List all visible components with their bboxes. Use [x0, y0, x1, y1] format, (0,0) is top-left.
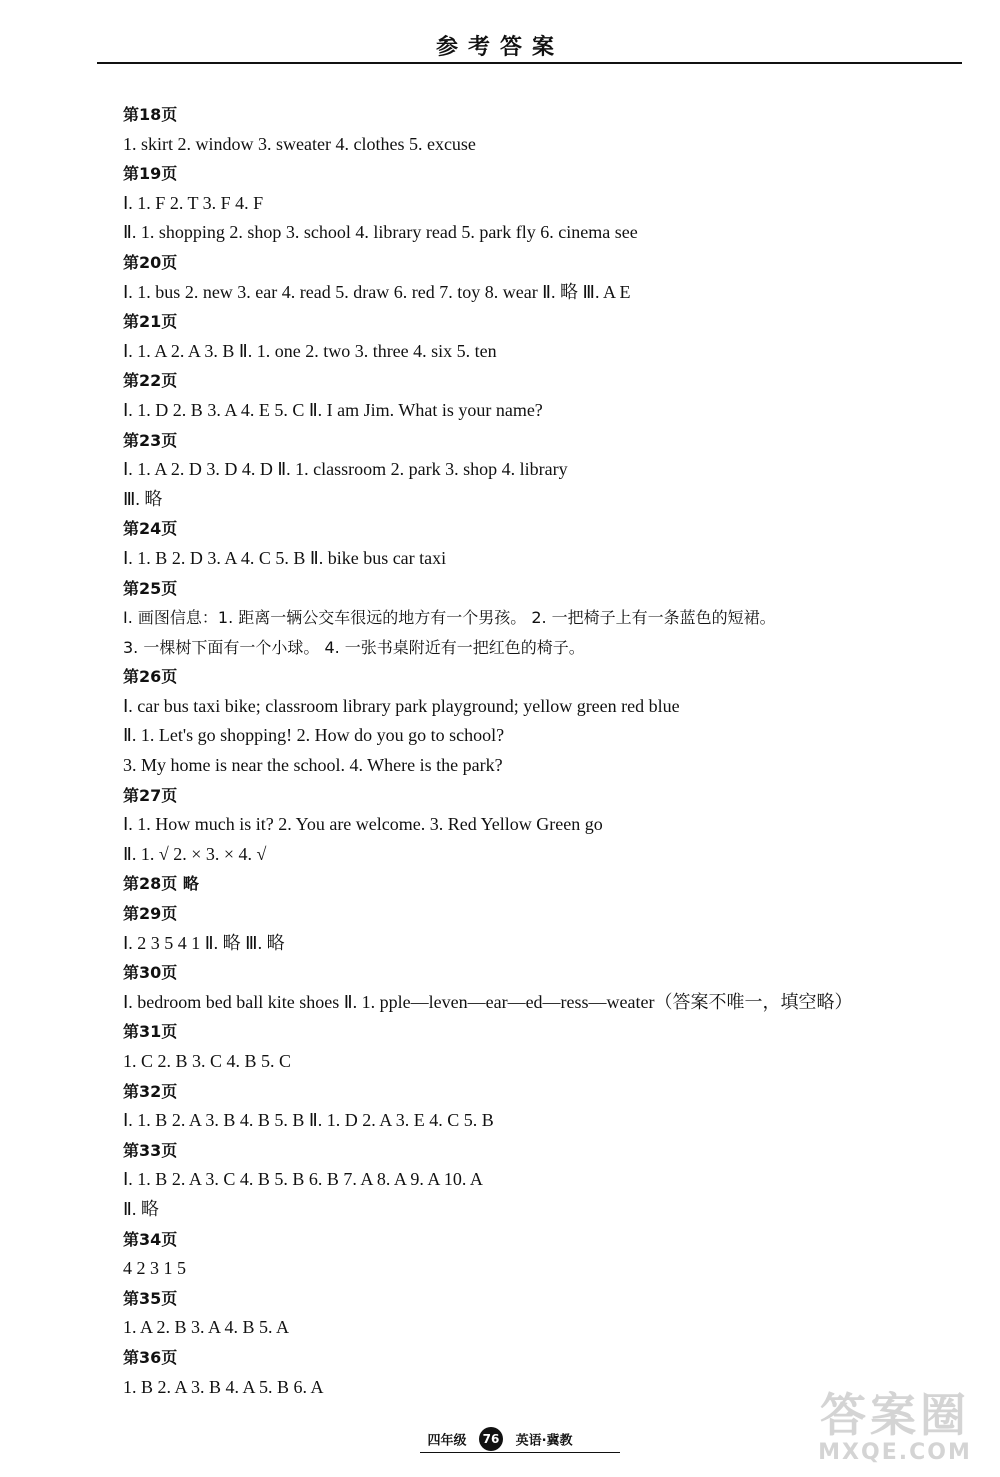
watermark-logo: 答案圈 — [820, 1388, 970, 1442]
answer-line: Ⅰ. 1. F 2. T 3. F 4. F — [123, 192, 264, 213]
page-number-badge: 76 — [479, 1427, 503, 1451]
answer-line: Ⅰ. 1. A 2. D 3. D 4. D Ⅱ. 1. classroom 2. park 3. shop 4. library — [123, 459, 568, 480]
page-heading: 第35页 — [123, 1288, 178, 1308]
page-heading: 第32页 — [123, 1081, 178, 1101]
page-heading: 第30页 — [123, 963, 178, 983]
page-heading: 第19页 — [123, 164, 178, 184]
footer-subject: 英语·冀教 — [515, 1433, 573, 1449]
answer-line: Ⅰ. 1. bus 2. new 3. ear 4. read 5. draw 6. red 7. toy 8. wear Ⅱ. 略 Ⅲ. A E — [123, 281, 631, 302]
answer-line: Ⅰ. bedroom bed ball kite shoes Ⅱ. 1. pple—leven—ear—ed—ress—weater（答案不唯一，填空略） — [123, 991, 853, 1012]
page-heading: 第23页 — [123, 430, 178, 450]
answer-line: Ⅰ. 画图信息：1. 距离一辆公交车很远的地方有一个男孩。 2. 一把椅子上有一条蓝色的短裙。 — [123, 608, 776, 628]
answer-content — [123, 100, 963, 1402]
answer-line: Ⅲ. 略 — [123, 488, 163, 509]
answer-line: Ⅰ. 1. A 2. A 3. B Ⅱ. 1. one 2. two 3. three 4. six 5. ten — [123, 340, 497, 361]
page-heading: 第27页 — [123, 785, 178, 805]
header-divider — [97, 62, 962, 64]
answer-line: Ⅰ. 1. How much is it? 2. You are welcome. 3. Red Yellow Green go — [123, 814, 603, 835]
answer-line: Ⅱ. 1. √ 2. × 3. × 4. √ — [123, 843, 267, 864]
answer-line: 1. skirt 2. window 3. sweater 4. clothes 5. excuse — [123, 133, 476, 154]
footer-divider — [420, 1452, 620, 1453]
page-header-title: 参考答案 — [435, 35, 564, 60]
page-heading: 第18页 — [123, 105, 178, 124]
answer-line: 4 2 3 1 5 — [123, 1258, 186, 1279]
page-heading: 第36页 — [123, 1347, 178, 1367]
answer-line: 1. B 2. A 3. B 4. A 5. B 6. A — [123, 1376, 324, 1397]
watermark — [810, 1389, 980, 1469]
answer-line: Ⅰ. 1. B 2. D 3. A 4. C 5. B Ⅱ. bike bus car taxi — [123, 547, 447, 568]
answer-line: 1. C 2. B 3. C 4. B 5. C — [123, 1051, 292, 1071]
page-heading: 第34页 — [123, 1229, 178, 1249]
answer-line: 1. A 2. B 3. A 4. B 5. A — [123, 1317, 290, 1338]
page-heading: 第21页 — [123, 312, 178, 332]
page-heading: 第26页 — [123, 667, 178, 687]
page-heading: 第20页 — [123, 252, 178, 272]
page-heading: 第24页 — [123, 519, 178, 539]
answer-line: Ⅰ. 1. B 2. A 3. C 4. B 5. B 6. B 7. A 8. A 9. A 10. A — [123, 1169, 483, 1190]
page-heading: 第22页 — [123, 371, 178, 391]
answer-line: 3. 一棵树下面有一个小球。 4. 一张书桌附近有一把红色的椅子。 — [123, 637, 585, 657]
page-heading: 第28页 略 — [123, 874, 199, 894]
answer-line: 3. My home is near the school. 4. Where is the park? — [123, 755, 503, 776]
page-heading: 第25页 — [123, 578, 178, 598]
watermark-url: MXQE.COM — [818, 1440, 972, 1465]
answer-line: Ⅰ. 1. D 2. B 3. A 4. E 5. C Ⅱ. I am Jim. What is your name? — [123, 399, 543, 420]
page-heading: 第31页 — [123, 1022, 178, 1042]
page-heading: 第33页 — [123, 1140, 178, 1160]
answer-line: Ⅰ. 2 3 5 4 1 Ⅱ. 略 Ⅲ. 略 — [123, 932, 285, 953]
answer-line: Ⅱ. 略 — [123, 1198, 159, 1219]
footer-grade: 四年级 — [427, 1433, 467, 1449]
answer-line: Ⅱ. 1. shopping 2. shop 3. school 4. library read 5. park fly 6. cinema see — [123, 222, 638, 243]
page-heading: 第29页 — [123, 904, 178, 924]
answer-line: Ⅰ. 1. B 2. A 3. B 4. B 5. B Ⅱ. 1. D 2. A 3. E 4. C 5. B — [123, 1110, 494, 1131]
answer-line: Ⅱ. 1. Let's go shopping! 2. How do you go to school? — [123, 725, 505, 746]
answer-line: Ⅰ. car bus taxi bike; classroom library park playground; yellow green red blue — [123, 695, 680, 716]
